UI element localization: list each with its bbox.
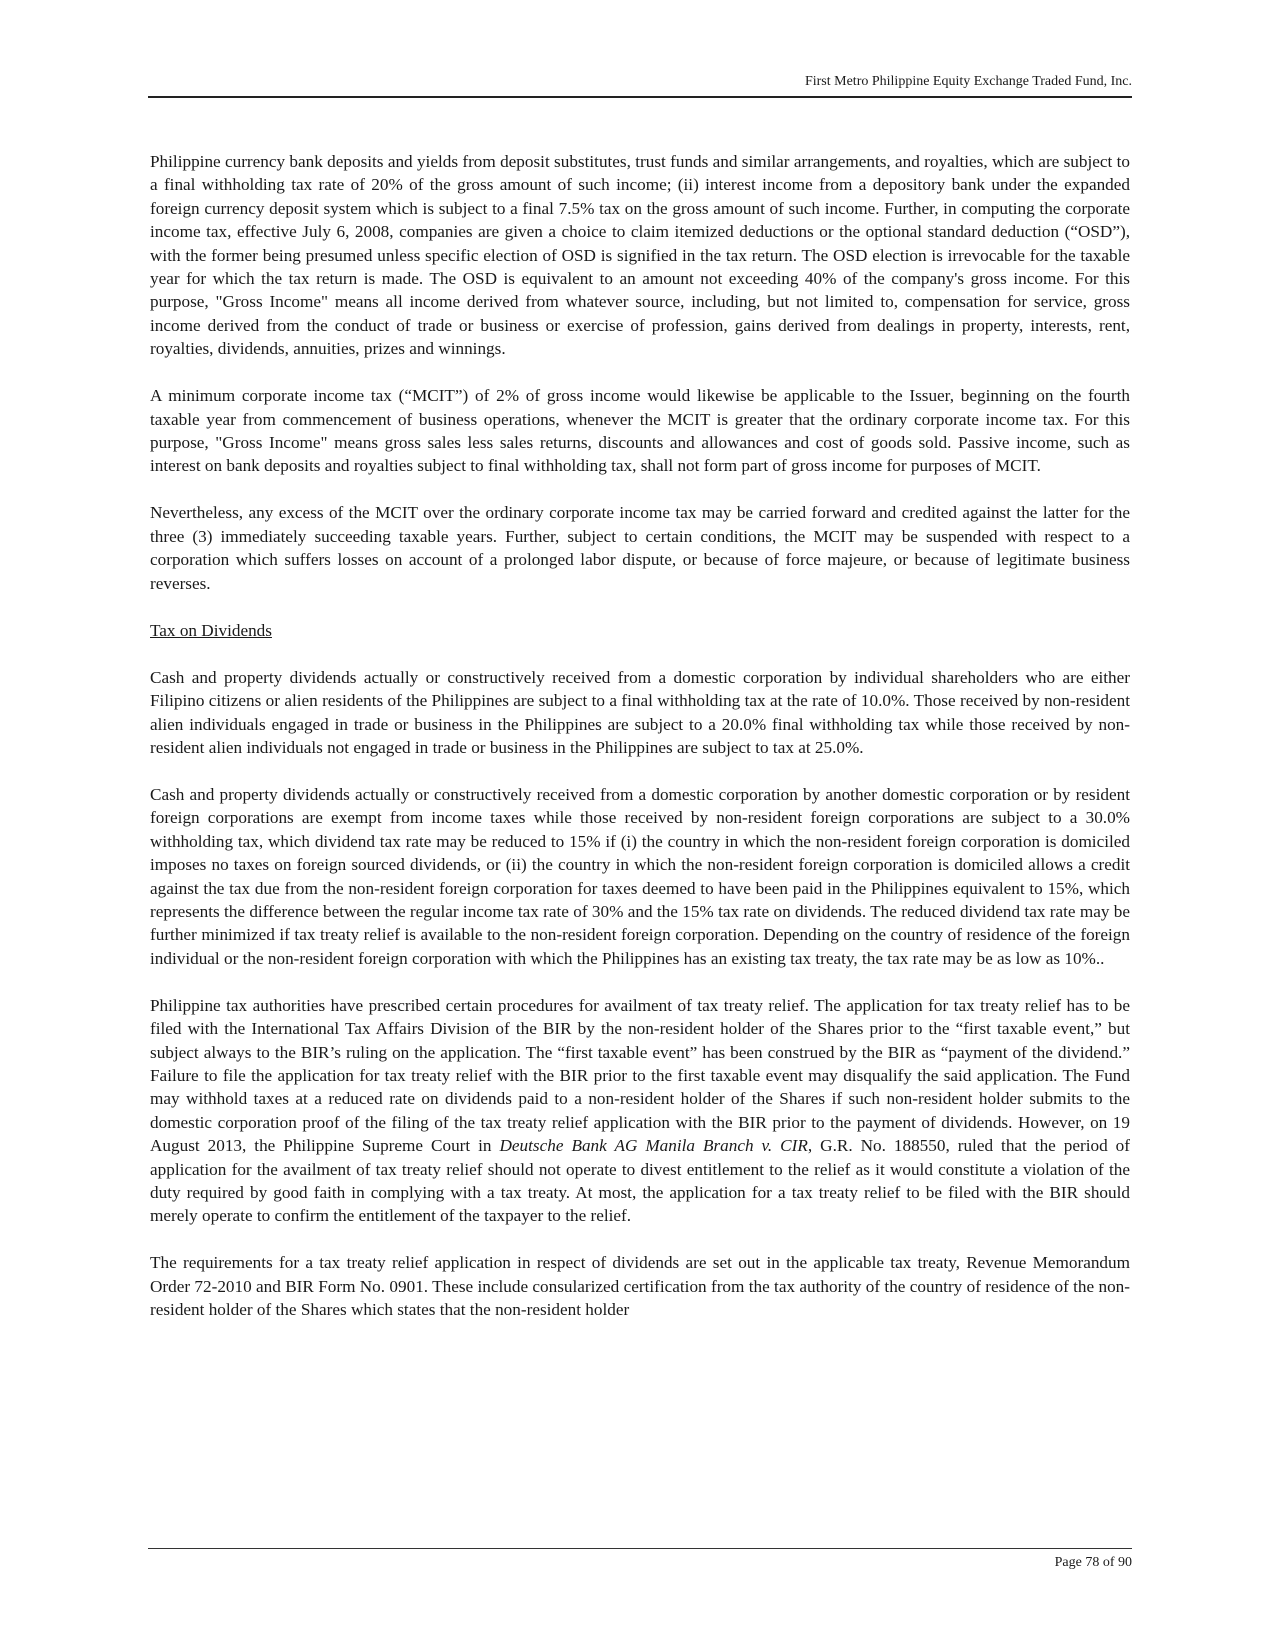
page-number: Page 78 of 90: [1054, 1555, 1132, 1570]
paragraph-mcit: A minimum corporate income tax (“MCIT”) of 2% of gross income would likewise be applicable to the Issuer, beginning on the fourth taxable year from commencement of business operations, whenever the MCIT is greater that the ordinary corporate income tax. For this purpose, "Gross Income" means gross sales less sales returns, discounts and allowances and cost of goods sold. Passive income, such as interest on bank deposits and royalties subject to final withholding tax, shall not form part of gross income for purposes of MCIT.: [150, 386, 1130, 476]
paragraph-tax-treaty-relief: [150, 994, 1130, 1228]
paragraph-corporate-income-tax: Philippine currency bank deposits and yields from deposit substitutes, trust funds and similar arrangements, and royalties, which are subject to a final withholding tax rate of 20% of the gross amount of such income; (ii) interest income from a depository bank under the expanded foreign currency deposit system which is subject to a final 7.5% tax on the gross amount of such income. Further, in computing the corporate income tax, effective July 6, 2008, companies are given a choice to claim itemized deductions or the optional standard deduction (“OSD”), with the former being presumed unless specific election of OSD is signified in the tax return. The OSD election is irrevocable for the taxable year for which the tax return is made. The OSD is equivalent to an amount not exceeding 40% of the company's gross income. For this purpose, "Gross Income" means all income derived from whatever source, including, but not limited to, compensation for service, gross income derived from the conduct of trade or business or exercise of profession, gains derived from dealings in property, interests, rent, royalties, dividends, annuities, prizes and winnings.: [150, 152, 1130, 359]
page-header: [148, 74, 1132, 98]
page-footer: [148, 1548, 1132, 1570]
section-heading-tax-on-dividends: Tax on Dividends: [150, 620, 272, 640]
paragraph-corporate-dividends: Cash and property dividends actually or constructively received from a domestic corporation by another domestic corporation or by resident foreign corporations are exempt from income taxes while those received by non-resident foreign corporations are subject to a 30.0% withholding tax, which dividend tax rate may be reduced to 15% if (i) the country in which the non-resident foreign corporation is domiciled imposes no taxes on foreign sourced dividends, or (ii) the country in which the non-resident foreign corporation is domiciled allows a credit against the tax due from the non-resident foreign corporation for taxes deemed to have been paid in the Philippines equivalent to 15%, which represents the difference between the regular income tax rate of 30% and the 15% tax rate on dividends. The reduced dividend tax rate may be further minimized if tax treaty relief is available to the non-resident foreign corporation. Depending on the country of residence of the foreign individual or the non-resident foreign corporation with which the Philippines has an existing tax treaty, the tax rate may be as low as 10%..: [150, 784, 1130, 968]
document-body: [150, 150, 1130, 1345]
paragraph-text: , G.R. No. 188550, ruled that the period of application for the availment of tax treaty relief should not operate to divest entitlement to the relief as it would constitute a violation of the duty required by good faith in complying with a tax treaty. At most, the application for a tax treaty relief to be filed with the BIR should merely operate to confirm the entitlement of the taxpayer to the relief.: [150, 1136, 1130, 1226]
header-title: First Metro Philippine Equity Exchange Traded Fund, Inc.: [804, 74, 1132, 89]
paragraph-individual-dividends: Cash and property dividends actually or constructively received from a domestic corporation by individual shareholders who are either Filipino citizens or alien residents of the Philippines are subject to a final withholding tax at the rate of 10.0%. Those received by non-resident alien individuals engaged in trade or business in the Philippines are subject to a 20.0% final withholding tax while those received by non-resident alien individuals not engaged in trade or business in the Philippines are subject to tax at 25.0%.: [150, 667, 1130, 757]
paragraph-text: Philippine tax authorities have prescribed certain procedures for availment of tax treaty relief. The application for tax treaty relief has to be filed with the International Tax Affairs Division of the BIR by the non-resident holder of the Shares prior to the “first taxable event,” but subject always to the BIR’s ruling on the application. The “first taxable event” has been construed by the BIR as “payment of the dividend.” Failure to file the application for tax treaty relief with the BIR prior to the first taxable event may disqualify the said application. The Fund may withhold taxes at a reduced rate on dividends paid to a non-resident holder of the Shares if such non-resident holder submits to the domestic corporation proof of the filing of the tax treaty relief application with the BIR prior to the payment of dividends. However, on 19 August 2013, the Philippine Supreme Court in: [150, 995, 1130, 1156]
paragraph-treaty-requirements: The requirements for a tax treaty relief application in respect of dividends are set out in the applicable tax treaty, Revenue Memorandum Order 72-2010 and BIR Form No. 0901. These include consularized certification from the tax authority of the country of residence of the non-resident holder of the Shares which states that the non-resident holder: [150, 1253, 1130, 1320]
case-citation: Deutsche Bank AG Manila Branch v. CIR: [499, 1136, 808, 1156]
paragraph-mcit-carry-forward: Nevertheless, any excess of the MCIT over the ordinary corporate income tax may be carried forward and credited against the latter for the three (3) immediately succeeding taxable years. Further, subject to certain conditions, the MCIT may be suspended with respect to a corporation which suffers losses on account of a prolonged labor dispute, or because of force majeure, or because of legitimate business reverses.: [150, 503, 1130, 593]
